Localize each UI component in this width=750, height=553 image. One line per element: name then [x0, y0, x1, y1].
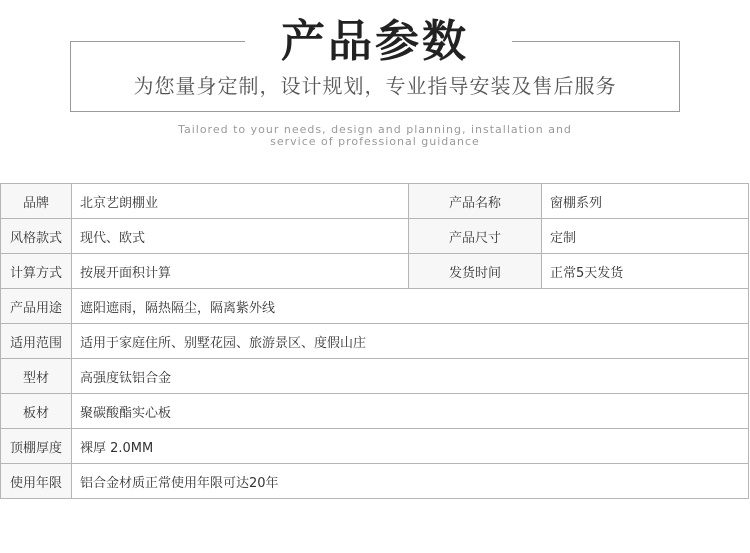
- usage-label: 产品用途: [1, 289, 72, 324]
- ship-time-label: 发货时间: [409, 254, 542, 289]
- table-row: [1, 464, 749, 499]
- english-tagline: [0, 124, 750, 148]
- product-name-value: 窗棚系列: [542, 184, 749, 219]
- service-life-label: 使用年限: [1, 464, 72, 499]
- calc-method-value: 按展开面积计算: [72, 254, 409, 289]
- sheet-value: 聚碳酸酯实心板: [72, 394, 749, 429]
- brand-value: 北京艺朗棚业: [72, 184, 409, 219]
- page-subtitle: 为您量身定制，设计规划，专业指导安装及售后服务: [133, 74, 617, 98]
- style-label: 风格款式: [1, 219, 72, 254]
- scope-label: 适用范围: [1, 324, 72, 359]
- table-row: [1, 219, 749, 254]
- profile-label: 型材: [1, 359, 72, 394]
- scope-value: 适用于家庭住所、别墅花园、旅游景区、度假山庄: [72, 324, 749, 359]
- table-row: [1, 394, 749, 429]
- style-value: 现代、欧式: [72, 219, 409, 254]
- product-name-label: 产品名称: [409, 184, 542, 219]
- english-tagline-line1: Tailored to your needs, design and planning, installation and: [178, 123, 572, 136]
- brand-label: 品牌: [1, 184, 72, 219]
- thickness-label: 顶棚厚度: [1, 429, 72, 464]
- table-row: [1, 289, 749, 324]
- table-row: [1, 184, 749, 219]
- profile-value: 高强度钛铝合金: [72, 359, 749, 394]
- english-tagline-line2: service of professional guidance: [270, 135, 480, 148]
- ship-time-value: 正常5天发货: [542, 254, 749, 289]
- parameter-table: [0, 183, 749, 499]
- usage-value: 遮阳遮雨，隔热隔尘，隔离紫外线: [72, 289, 749, 324]
- table-row: [1, 254, 749, 289]
- table-row: [1, 359, 749, 394]
- product-size-label: 产品尺寸: [409, 219, 542, 254]
- service-life-value: 铝合金材质正常使用年限可达20年: [72, 464, 749, 499]
- sheet-label: 板材: [1, 394, 72, 429]
- thickness-value: 裸厚 2.0MM: [72, 429, 749, 464]
- product-size-value: 定制: [542, 219, 749, 254]
- table-row: [1, 324, 749, 359]
- table-row: [1, 429, 749, 464]
- page-title: 产品参数: [281, 16, 469, 67]
- calc-method-label: 计算方式: [1, 254, 72, 289]
